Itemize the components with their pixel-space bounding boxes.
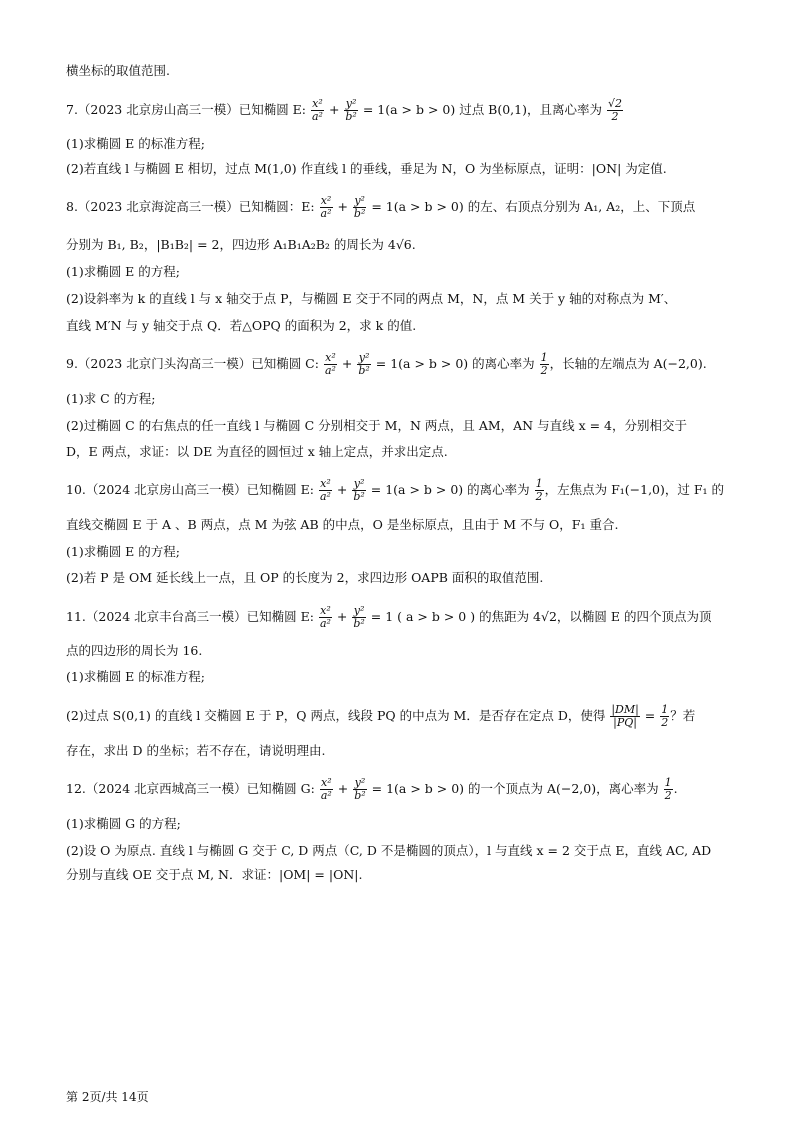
fraction: $\frac{\text{y²}}{\text{b²}}$ — [358, 351, 370, 377]
text-segment: + — [337, 356, 357, 371]
text-segment: = 1(a > b > 0) 的离心率为 — [371, 356, 539, 371]
text-line: D，E 两点，求证：以 DE 为直径的圆恒过 x 轴上定点，并求出定点. — [66, 444, 448, 459]
problem-11-part2-line — [66, 704, 695, 729]
text-segment: = — [640, 708, 660, 723]
page-footer: 第 2页/共 14页 — [66, 1090, 149, 1104]
text-segment: = 1(a > b > 0) 的左、右顶点分别为 A₁, A₂，上、下顶点 — [367, 199, 696, 214]
text-line: (1)求椭圆 E 的方程; — [66, 544, 180, 559]
text-segment: ，左焦点为 F₁(−1,0)，过 F₁ 的 — [544, 482, 725, 497]
text-line: (1)求 C 的方程; — [66, 391, 156, 406]
text-segment: + — [324, 102, 344, 117]
fraction: $\frac{\text{x²}}{\text{a²}}$ — [319, 604, 331, 630]
fraction: $\frac{1}{2}$ — [664, 776, 672, 802]
text-line: (1)求椭圆 E 的标准方程; — [66, 136, 205, 151]
fraction: $\frac{\text{x²}}{\text{a²}}$ — [324, 351, 336, 377]
problem-8-line — [66, 195, 695, 220]
text-segment: + — [332, 482, 352, 497]
text-line: (1)求椭圆 E 的方程; — [66, 264, 180, 279]
text-line: 横坐标的取值范围. — [66, 63, 170, 78]
text-segment: + — [333, 199, 352, 214]
text-line: (2)设斜率为 k 的直线 l 与 x 轴交于点 P，与椭圆 E 交于不同的两点 M，N，点 M 关于 y 轴的对称点为 M′、 — [66, 291, 677, 306]
text-segment: + — [332, 609, 352, 624]
fraction: $\frac{\text{x²}}{\text{a²}}$ — [319, 477, 331, 503]
fraction: $\frac{\text{y²}}{\text{b²}}$ — [353, 604, 365, 630]
text-line: 分别与直线 OE 交于点 M, N．求证：|OM| = |ON|. — [66, 867, 363, 882]
text-segment: 11.（2024 北京丰台高三一模）已知椭圆 E: — [66, 609, 318, 624]
text-line: 直线 M′N 与 y 轴交于点 Q．若△OPQ 的面积为 2，求 k 的值. — [66, 318, 417, 333]
fraction: $\frac{|DM|}{|PQ|}$ — [611, 703, 639, 729]
text-line: (2)设 O 为原点. 直线 l 与椭圆 G 交于 C, D 两点（C, D 不是椭圆的顶点），l 与直线 x = 2 交于点 E，直线 AC, AD — [66, 843, 712, 858]
text-segment: 9.（2023 北京门头沟高三一模）已知椭圆 C: — [66, 356, 323, 371]
problem-12-line — [66, 777, 678, 802]
fraction: $\frac{1}{2}$ — [535, 477, 543, 503]
fraction: $\frac{√2}{2}$ — [607, 97, 622, 123]
text-segment: 10.（2024 北京房山高三一模）已知椭圆 E: — [66, 482, 318, 497]
fraction: $\frac{\text{x²}}{\text{a²}}$ — [320, 194, 332, 220]
problem-10-line — [66, 478, 724, 503]
fraction: $\frac{\text{y²}}{\text{b²}}$ — [354, 776, 366, 802]
problem-7-line — [66, 98, 624, 123]
text-segment: = 1(a > b > 0) 过点 B(0,1)，且离心率为 — [358, 102, 606, 117]
text-line: (2)若 P 是 OM 延长线上一点，且 OP 的长度为 2，求四边形 OAPB 面积的取值范围. — [66, 570, 544, 585]
text-segment: ？若 — [670, 708, 696, 723]
text-line: (1)求椭圆 E 的标准方程; — [66, 669, 205, 684]
fraction: $\frac{\text{x²}}{\text{a²}}$ — [312, 97, 323, 123]
text-segment: 12.（2024 北京西城高三一模）已知椭圆 G: — [66, 781, 319, 796]
text-segment: . — [673, 781, 678, 796]
fraction: $\frac{\text{y²}}{\text{b²}}$ — [353, 477, 365, 503]
text-line: (1)求椭圆 G 的方程; — [66, 816, 181, 831]
text-line: (2)过椭圆 C 的右焦点的任一直线 l 与椭圆 C 分别相交于 M，N 两点，且 AM，AN 与直线 x = 4，分别相交于 — [66, 418, 687, 433]
text-segment: 8.（2023 北京海淀高三一模）已知椭圆：E: — [66, 199, 319, 214]
fraction: $\frac{\text{x²}}{\text{a²}}$ — [320, 776, 332, 802]
text-line: 分别为 B₁, B₂，|B₁B₂| = 2，四边形 A₁B₁A₂B₂ 的周长为 4√6. — [66, 237, 416, 252]
text-segment: (2)过点 S(0,1) 的直线 l 交椭圆 E 于 P，Q 两点，线段 PQ 的中点为 M．是否存在定点 D，使得 — [66, 708, 610, 723]
text-line: 存在，求出 D 的坐标；若不存在，请说明理由. — [66, 743, 326, 758]
text-segment: = 1 ( a > b > 0 ) 的焦距为 4√2，以椭圆 E 的四个顶点为顶 — [366, 609, 712, 624]
problem-9-line — [66, 352, 707, 377]
text-segment: = 1(a > b > 0) 的离心率为 — [366, 482, 534, 497]
text-line: 点的四边形的周长为 16. — [66, 643, 203, 658]
fraction: $\frac{1}{2}$ — [661, 703, 669, 729]
text-segment: = 1(a > b > 0) 的一个顶点为 A(−2,0)，离心率为 — [367, 781, 663, 796]
text-line: (2)若直线 l 与椭圆 E 相切，过点 M(1,0) 作直线 l 的垂线，垂足为 N，O 为坐标原点，证明：|ON| 为定值. — [66, 161, 667, 176]
text-line: 直线交椭圆 E 于 A 、B 两点，点 M 为弦 AB 的中点，O 是坐标原点，且由于 M 不与 O，F₁ 重合. — [66, 517, 619, 532]
fraction: $\frac{\text{y²}}{\text{b²}}$ — [345, 97, 357, 123]
fraction: $\frac{\text{y²}}{\text{b²}}$ — [353, 194, 366, 220]
text-segment: ，长轴的左端点为 A(−2,0). — [549, 356, 707, 371]
problem-11-line — [66, 605, 711, 630]
fraction: $\frac{1}{2}$ — [540, 351, 548, 377]
text-segment: + — [333, 781, 353, 796]
text-segment: 7.（2023 北京房山高三一模）已知椭圆 E: — [66, 102, 310, 117]
